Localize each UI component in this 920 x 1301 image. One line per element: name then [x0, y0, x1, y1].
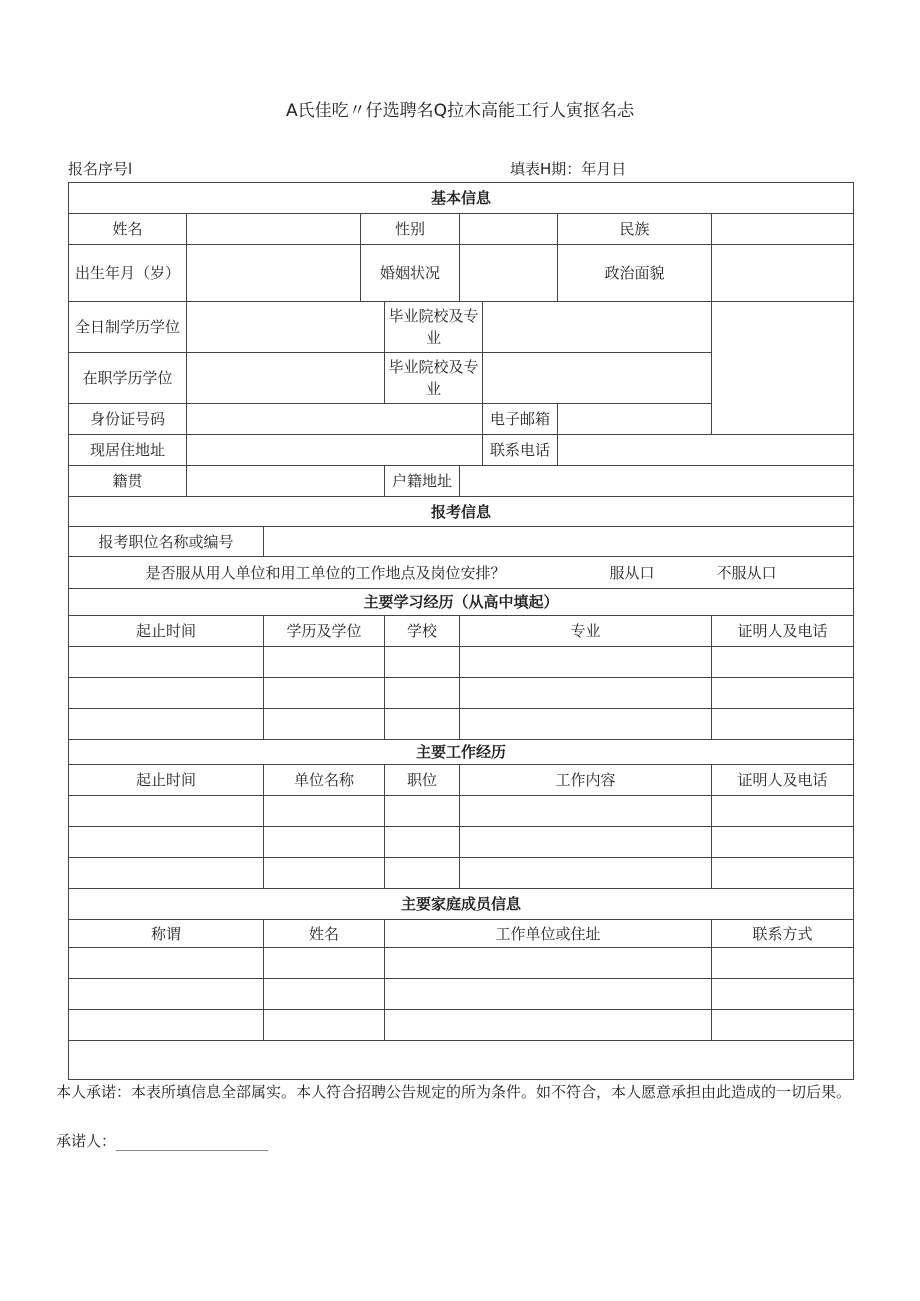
- section-title-work: 主要工作经历: [69, 740, 854, 765]
- section-title-application: 报考信息: [69, 497, 854, 527]
- obey-question-row: [69, 557, 854, 589]
- section-application-row: [69, 497, 854, 527]
- basic-row-inservice-edu: [69, 353, 854, 404]
- basic-row-native: [69, 466, 854, 497]
- inservice-edu-label: 在职学历学位: [69, 353, 187, 404]
- remarks-area[interactable]: [69, 1041, 854, 1080]
- table-row: [69, 827, 854, 858]
- family-header-contact: 联系方式: [712, 920, 854, 948]
- section-work-row: [69, 740, 854, 765]
- native-place-label: 籍贯: [69, 466, 187, 497]
- family-header-row: [69, 920, 854, 948]
- section-study-row: [69, 589, 854, 616]
- section-title-family: 主要家庭成员信息: [69, 889, 854, 920]
- birth-input[interactable]: [187, 245, 361, 302]
- table-row: [69, 979, 854, 1010]
- birth-label: 出生年月（岁）: [69, 245, 187, 302]
- signature-field[interactable]: [116, 1136, 268, 1151]
- grad-school-2-input[interactable]: [483, 353, 712, 404]
- table-row: [69, 678, 854, 709]
- study-header-period: 起止时间: [69, 616, 264, 647]
- ethnicity-input[interactable]: [712, 214, 854, 245]
- table-row: [69, 709, 854, 740]
- position-input[interactable]: [264, 527, 854, 557]
- family-header-relation: 称谓: [69, 920, 264, 948]
- table-row: [69, 647, 854, 678]
- study-header-row: [69, 616, 854, 647]
- email-label: 电子邮箱: [483, 404, 558, 435]
- work-header-row: [69, 765, 854, 796]
- email-input[interactable]: [558, 404, 712, 435]
- signer-label: 承诺人：: [56, 1132, 117, 1150]
- grad-school-1-input[interactable]: [483, 302, 712, 353]
- table-row: [69, 948, 854, 979]
- marital-label: 婚姻状况: [361, 245, 460, 302]
- basic-row-address: [69, 435, 854, 466]
- section-title-basic: 基本信息: [69, 183, 854, 214]
- study-header-major: 专业: [460, 616, 712, 647]
- fulltime-edu-input[interactable]: [187, 302, 385, 353]
- study-header-degree: 学历及学位: [264, 616, 385, 647]
- gender-input[interactable]: [460, 214, 558, 245]
- registration-form-table: [68, 182, 854, 1080]
- obey-yes-option[interactable]: 服从口: [609, 563, 655, 582]
- marital-input[interactable]: [460, 245, 558, 302]
- grad-school-2-label: 毕业院校及专业: [385, 353, 483, 404]
- work-header-employer: 单位名称: [264, 765, 385, 796]
- table-row: [69, 858, 854, 889]
- native-place-input[interactable]: [187, 466, 385, 497]
- basic-row-birth: [69, 245, 854, 302]
- remarks-row: [69, 1041, 854, 1080]
- table-row: [69, 1010, 854, 1041]
- section-basic-row: [69, 183, 854, 214]
- inservice-edu-input[interactable]: [187, 353, 385, 404]
- pledge-text: 本人承诺：本表所填信息全部属实。本人符合招聘公告规定的所为条件。如不符合，本人愿意承担由此造成的一切后果。: [56, 1083, 852, 1101]
- political-input[interactable]: [712, 245, 854, 302]
- fill-date-label: 填表H期：年月日: [510, 160, 627, 178]
- work-header-reference: 证明人及电话: [712, 765, 854, 796]
- basic-row-id: [69, 404, 854, 435]
- phone-input[interactable]: [558, 435, 854, 466]
- name-input[interactable]: [187, 214, 361, 245]
- political-label: 政治面貌: [558, 245, 712, 302]
- household-address-label: 户籍地址: [385, 466, 460, 497]
- basic-row-name: [69, 214, 854, 245]
- work-header-position: 职位: [385, 765, 460, 796]
- section-family-row: [69, 889, 854, 920]
- address-input[interactable]: [187, 435, 483, 466]
- section-title-study: 主要学习经历（从高中填起）: [69, 589, 854, 616]
- gender-label: 性别: [361, 214, 460, 245]
- form-title: A氏佳吃〃仔选聘名Q拉木高能工行人寅抠名忐: [285, 101, 634, 121]
- signer-line: [56, 1130, 268, 1151]
- registration-number-label: 报名序号l: [68, 160, 133, 178]
- id-number-input[interactable]: [187, 404, 483, 435]
- obey-question: 是否服从用人单位和用工单位的工作地点及岗位安排？: [145, 563, 506, 582]
- study-header-school: 学校: [385, 616, 460, 647]
- family-header-name: 姓名: [264, 920, 385, 948]
- id-number-label: 身份证号码: [69, 404, 187, 435]
- basic-row-fulltime-edu: [69, 302, 854, 353]
- family-header-employer: 工作单位或住址: [385, 920, 712, 948]
- work-header-content: 工作内容: [460, 765, 712, 796]
- table-row: [69, 796, 854, 827]
- study-header-reference: 证明人及电话: [712, 616, 854, 647]
- ethnicity-label: 民族: [558, 214, 712, 245]
- grad-school-1-label: 毕业院校及专业: [385, 302, 483, 353]
- position-label: 报考职位名称或编号: [69, 527, 264, 557]
- household-address-input[interactable]: [460, 466, 854, 497]
- application-row-position: [69, 527, 854, 557]
- application-row-obey: [69, 557, 854, 589]
- obey-no-option[interactable]: 不服从口: [716, 563, 777, 582]
- phone-label: 联系电话: [483, 435, 558, 466]
- address-label: 现居住地址: [69, 435, 187, 466]
- fulltime-edu-label: 全日制学历学位: [69, 302, 187, 353]
- name-label: 姓名: [69, 214, 187, 245]
- work-header-period: 起止时间: [69, 765, 264, 796]
